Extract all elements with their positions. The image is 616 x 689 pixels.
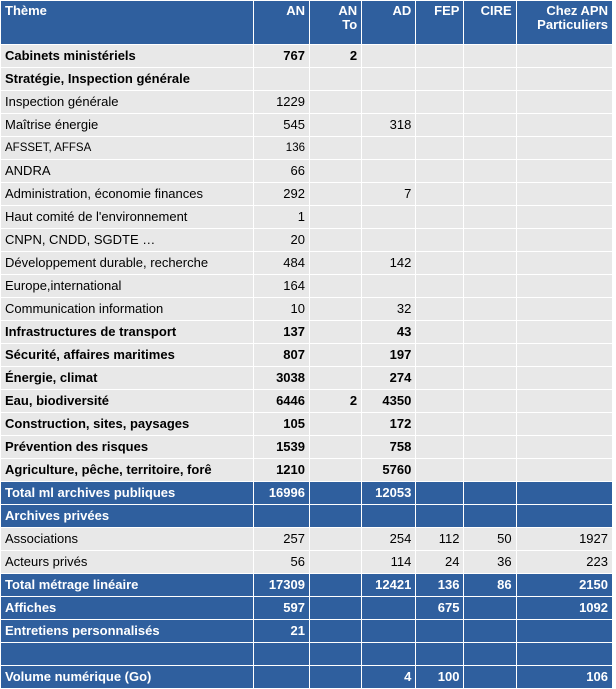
data-cell[interactable]: 20: [253, 229, 309, 252]
row-label-cell[interactable]: Sécurité, affaires maritimes: [1, 344, 254, 367]
data-cell[interactable]: [516, 436, 612, 459]
data-cell[interactable]: [516, 275, 612, 298]
data-cell[interactable]: 223: [516, 551, 612, 574]
table-row: [1, 666, 613, 689]
data-cell[interactable]: [416, 367, 464, 390]
data-cell[interactable]: [516, 206, 612, 229]
data-cell[interactable]: [516, 643, 612, 666]
row-label-cell[interactable]: Haut comité de l'environnement: [1, 206, 254, 229]
data-cell[interactable]: [464, 367, 516, 390]
data-cell[interactable]: [464, 160, 516, 183]
data-cell[interactable]: [464, 114, 516, 137]
data-cell[interactable]: 2: [309, 45, 361, 68]
row-label-cell[interactable]: Agriculture, pêche, territoire, forê: [1, 459, 254, 482]
column-header-fep[interactable]: FEP: [416, 1, 464, 45]
table-row: [1, 620, 613, 643]
data-cell[interactable]: [309, 666, 361, 689]
data-cell[interactable]: 6446: [253, 390, 309, 413]
data-cell[interactable]: [416, 68, 464, 91]
data-cell[interactable]: [362, 91, 416, 114]
table-row: [1, 551, 613, 574]
data-cell[interactable]: [309, 413, 361, 436]
data-cell[interactable]: [516, 482, 612, 505]
table-row: [1, 275, 613, 298]
data-cell[interactable]: [516, 620, 612, 643]
row-label-cell[interactable]: Développement durable, recherche: [1, 252, 254, 275]
table-body: [1, 45, 613, 689]
data-cell[interactable]: [309, 321, 361, 344]
data-cell[interactable]: [309, 344, 361, 367]
data-cell[interactable]: [516, 91, 612, 114]
data-cell[interactable]: [362, 206, 416, 229]
data-cell[interactable]: [309, 298, 361, 321]
data-cell[interactable]: 318: [362, 114, 416, 137]
data-cell[interactable]: 1092: [516, 597, 612, 620]
data-cell[interactable]: [309, 160, 361, 183]
data-cell[interactable]: 16996: [253, 482, 309, 505]
data-cell[interactable]: [464, 597, 516, 620]
table-row: [1, 206, 613, 229]
data-cell[interactable]: 3038: [253, 367, 309, 390]
table-header-row: [1, 1, 613, 45]
data-cell[interactable]: [516, 160, 612, 183]
row-label-cell[interactable]: Cabinets ministériels: [1, 45, 254, 68]
data-cell[interactable]: [464, 183, 516, 206]
data-cell[interactable]: [464, 45, 516, 68]
data-cell[interactable]: [309, 551, 361, 574]
table-row: [1, 160, 613, 183]
table-row: [1, 91, 613, 114]
data-cell[interactable]: [464, 459, 516, 482]
data-cell[interactable]: 292: [253, 183, 309, 206]
data-cell[interactable]: [464, 206, 516, 229]
table-row: [1, 528, 613, 551]
data-cell[interactable]: [416, 91, 464, 114]
row-label-cell[interactable]: Archives privées: [1, 505, 254, 528]
data-cell[interactable]: [416, 160, 464, 183]
data-cell[interactable]: [516, 114, 612, 137]
data-cell[interactable]: 36: [464, 551, 516, 574]
data-cell[interactable]: [309, 459, 361, 482]
table-row: [1, 505, 613, 528]
data-cell[interactable]: 10: [253, 298, 309, 321]
data-cell[interactable]: 164: [253, 275, 309, 298]
data-cell[interactable]: [416, 390, 464, 413]
data-cell[interactable]: [309, 482, 361, 505]
data-cell[interactable]: [309, 206, 361, 229]
data-cell[interactable]: 1927: [516, 528, 612, 551]
row-label-cell[interactable]: Infrastructures de transport: [1, 321, 254, 344]
data-cell[interactable]: [309, 597, 361, 620]
data-cell[interactable]: [464, 91, 516, 114]
data-cell[interactable]: [309, 252, 361, 275]
column-header-an[interactable]: AN: [253, 1, 309, 45]
table-row: [1, 68, 613, 91]
data-cell[interactable]: 675: [416, 597, 464, 620]
data-cell[interactable]: [362, 229, 416, 252]
data-cell[interactable]: [464, 436, 516, 459]
data-cell[interactable]: [309, 528, 361, 551]
column-header-an-to-sub: To: [342, 17, 358, 32]
data-cell[interactable]: [516, 183, 612, 206]
data-cell[interactable]: 43: [362, 321, 416, 344]
column-header-an-to-main: AN: [338, 3, 358, 18]
data-cell[interactable]: [516, 459, 612, 482]
data-cell[interactable]: [464, 505, 516, 528]
data-cell[interactable]: [309, 574, 361, 597]
data-cell[interactable]: [416, 321, 464, 344]
data-cell[interactable]: 17309: [253, 574, 309, 597]
data-cell[interactable]: 4: [362, 666, 416, 689]
data-cell[interactable]: 114: [362, 551, 416, 574]
data-cell[interactable]: 12053: [362, 482, 416, 505]
table-row: [1, 183, 613, 206]
data-cell[interactable]: [464, 229, 516, 252]
data-cell[interactable]: [464, 666, 516, 689]
data-cell[interactable]: [416, 643, 464, 666]
data-cell[interactable]: 197: [362, 344, 416, 367]
data-cell[interactable]: [253, 643, 309, 666]
data-cell[interactable]: [416, 505, 464, 528]
data-cell[interactable]: 254: [362, 528, 416, 551]
table-row: [1, 252, 613, 275]
table-row: [1, 597, 613, 620]
table-row: [1, 459, 613, 482]
data-cell[interactable]: [362, 620, 416, 643]
data-cell[interactable]: [516, 229, 612, 252]
data-cell[interactable]: [309, 643, 361, 666]
data-cell[interactable]: [516, 45, 612, 68]
row-label-cell[interactable]: Acteurs privés: [1, 551, 254, 574]
data-cell[interactable]: [416, 459, 464, 482]
data-cell[interactable]: [309, 505, 361, 528]
data-cell[interactable]: [362, 160, 416, 183]
data-cell[interactable]: 56: [253, 551, 309, 574]
data-cell[interactable]: 136: [416, 574, 464, 597]
data-cell[interactable]: [516, 344, 612, 367]
row-label-cell[interactable]: Affiches: [1, 597, 254, 620]
row-label-cell[interactable]: CNPN, CNDD, SGDTE …: [1, 229, 254, 252]
data-cell[interactable]: [416, 344, 464, 367]
data-cell[interactable]: [253, 505, 309, 528]
data-cell[interactable]: [464, 643, 516, 666]
data-cell[interactable]: 50: [464, 528, 516, 551]
column-header-ad[interactable]: AD: [362, 1, 416, 45]
data-cell[interactable]: 112: [416, 528, 464, 551]
table-row: [1, 137, 613, 160]
data-cell[interactable]: [516, 413, 612, 436]
column-header-apn[interactable]: [516, 1, 612, 45]
row-label-cell[interactable]: Construction, sites, paysages: [1, 413, 254, 436]
row-label-cell[interactable]: Europe,international: [1, 275, 254, 298]
data-cell[interactable]: 5760: [362, 459, 416, 482]
data-cell[interactable]: [464, 482, 516, 505]
data-cell[interactable]: [416, 137, 464, 160]
data-cell[interactable]: [309, 229, 361, 252]
data-cell[interactable]: 4350: [362, 390, 416, 413]
data-cell[interactable]: [309, 91, 361, 114]
data-cell[interactable]: [464, 68, 516, 91]
data-cell[interactable]: [362, 68, 416, 91]
table-row: [1, 367, 613, 390]
data-cell[interactable]: 1210: [253, 459, 309, 482]
data-cell[interactable]: [516, 321, 612, 344]
column-header-theme[interactable]: Thème: [1, 1, 254, 45]
table-row: [1, 229, 613, 252]
data-cell[interactable]: [416, 183, 464, 206]
data-cell[interactable]: 100: [416, 666, 464, 689]
data-cell[interactable]: 767: [253, 45, 309, 68]
row-label-cell[interactable]: Total métrage linéaire: [1, 574, 254, 597]
data-cell[interactable]: 1539: [253, 436, 309, 459]
data-cell[interactable]: 807: [253, 344, 309, 367]
data-cell[interactable]: 21: [253, 620, 309, 643]
data-cell[interactable]: [464, 321, 516, 344]
row-label-cell[interactable]: Eau, biodiversité: [1, 390, 254, 413]
table-row: [1, 390, 613, 413]
data-cell[interactable]: 545: [253, 114, 309, 137]
data-cell[interactable]: 32: [362, 298, 416, 321]
data-cell[interactable]: [416, 413, 464, 436]
data-cell[interactable]: 257: [253, 528, 309, 551]
data-cell[interactable]: 2150: [516, 574, 612, 597]
data-cell[interactable]: 274: [362, 367, 416, 390]
table-row: [1, 114, 613, 137]
row-label-cell[interactable]: Entretiens personnalisés: [1, 620, 254, 643]
data-cell[interactable]: [416, 206, 464, 229]
row-label-cell[interactable]: Maîtrise énergie: [1, 114, 254, 137]
data-cell[interactable]: [362, 137, 416, 160]
data-cell[interactable]: 12421: [362, 574, 416, 597]
row-label-cell[interactable]: Énergie, climat: [1, 367, 254, 390]
column-header-an-to[interactable]: [309, 1, 361, 45]
data-cell[interactable]: [362, 643, 416, 666]
data-cell[interactable]: [309, 436, 361, 459]
column-header-cire[interactable]: CIRE: [464, 1, 516, 45]
data-cell[interactable]: 484: [253, 252, 309, 275]
data-cell[interactable]: [416, 620, 464, 643]
table-row: [1, 574, 613, 597]
data-cell[interactable]: [362, 597, 416, 620]
data-cell[interactable]: [362, 45, 416, 68]
row-label-cell[interactable]: Total ml archives publiques: [1, 482, 254, 505]
data-cell[interactable]: [464, 275, 516, 298]
row-label-cell[interactable]: Communication information: [1, 298, 254, 321]
data-cell[interactable]: 1229: [253, 91, 309, 114]
data-cell[interactable]: [416, 482, 464, 505]
data-cell[interactable]: [362, 275, 416, 298]
data-cell[interactable]: [464, 344, 516, 367]
row-label-cell[interactable]: Prévention des risques: [1, 436, 254, 459]
data-cell[interactable]: [464, 413, 516, 436]
row-label-cell[interactable]: AFSSET, AFFSA: [1, 137, 254, 160]
data-cell[interactable]: 142: [362, 252, 416, 275]
data-cell[interactable]: [464, 137, 516, 160]
data-cell[interactable]: [309, 137, 361, 160]
data-cell[interactable]: [416, 436, 464, 459]
row-label-cell[interactable]: ANDRA: [1, 160, 254, 183]
data-cell[interactable]: 86: [464, 574, 516, 597]
data-cell[interactable]: [464, 620, 516, 643]
table-row: [1, 436, 613, 459]
table-row: [1, 321, 613, 344]
data-cell[interactable]: [253, 68, 309, 91]
data-cell[interactable]: [464, 252, 516, 275]
data-cell[interactable]: [309, 620, 361, 643]
row-label-cell[interactable]: Volume numérique (Go): [1, 666, 254, 689]
table-row: [1, 413, 613, 436]
data-cell[interactable]: 105: [253, 413, 309, 436]
column-header-apn-main: Chez APN: [546, 3, 608, 18]
data-cell[interactable]: [416, 275, 464, 298]
table-row: [1, 45, 613, 68]
data-cell[interactable]: [416, 114, 464, 137]
data-cell[interactable]: [516, 252, 612, 275]
data-cell[interactable]: [309, 367, 361, 390]
data-cell[interactable]: [362, 505, 416, 528]
data-cell[interactable]: [416, 229, 464, 252]
data-cell[interactable]: [516, 137, 612, 160]
data-cell[interactable]: [416, 298, 464, 321]
data-cell[interactable]: [253, 666, 309, 689]
row-label-cell[interactable]: Administration, économie finances: [1, 183, 254, 206]
data-cell[interactable]: 172: [362, 413, 416, 436]
table-row: [1, 298, 613, 321]
data-cell[interactable]: [416, 252, 464, 275]
data-cell[interactable]: [516, 505, 612, 528]
data-cell[interactable]: [464, 390, 516, 413]
data-cell[interactable]: 1: [253, 206, 309, 229]
data-cell[interactable]: [516, 367, 612, 390]
row-label-cell[interactable]: Inspection générale: [1, 91, 254, 114]
row-label-cell[interactable]: [1, 643, 254, 666]
data-cell[interactable]: [416, 45, 464, 68]
table-row: [1, 344, 613, 367]
data-cell[interactable]: 758: [362, 436, 416, 459]
data-cell[interactable]: 597: [253, 597, 309, 620]
column-header-apn-sub: Particuliers: [537, 17, 608, 32]
data-cell[interactable]: [309, 275, 361, 298]
row-label-cell[interactable]: Stratégie, Inspection générale: [1, 68, 254, 91]
row-label-cell[interactable]: Associations: [1, 528, 254, 551]
data-cell[interactable]: [464, 298, 516, 321]
table-row: [1, 482, 613, 505]
data-cell[interactable]: 2: [309, 390, 361, 413]
data-cell[interactable]: 136: [253, 137, 309, 160]
data-cell[interactable]: 137: [253, 321, 309, 344]
data-cell[interactable]: [309, 114, 361, 137]
data-cell[interactable]: [309, 183, 361, 206]
data-cell[interactable]: 66: [253, 160, 309, 183]
data-cell[interactable]: 7: [362, 183, 416, 206]
data-cell[interactable]: [516, 68, 612, 91]
data-cell[interactable]: [516, 298, 612, 321]
data-cell[interactable]: 106: [516, 666, 612, 689]
data-cell[interactable]: [309, 68, 361, 91]
data-cell[interactable]: 24: [416, 551, 464, 574]
data-cell[interactable]: [516, 390, 612, 413]
table-row: [1, 643, 613, 666]
